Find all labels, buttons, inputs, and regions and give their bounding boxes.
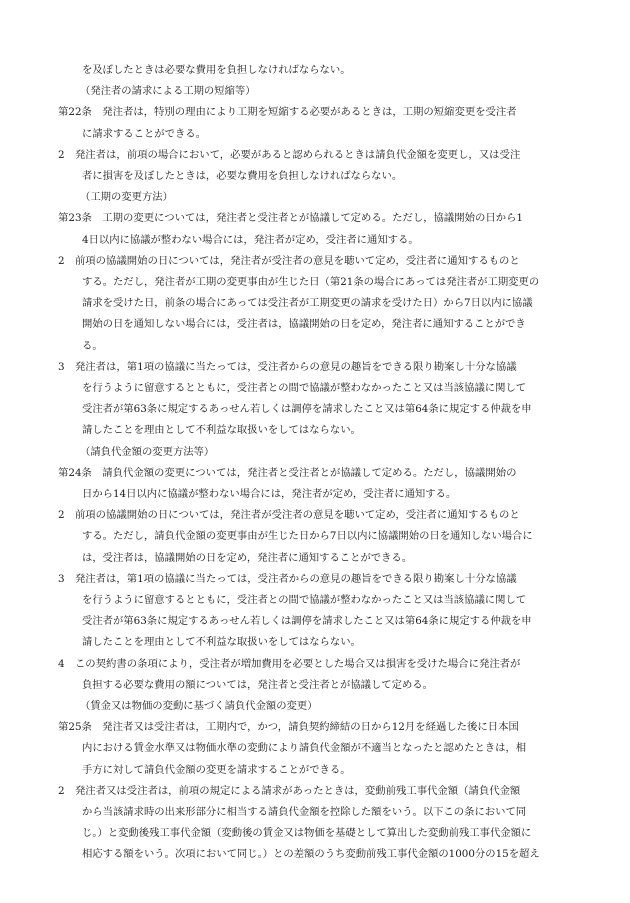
text-line: 第24条 請負代金額の変更については，発注者と受注者とが協議して定める。ただし，協議開始の bbox=[58, 466, 517, 479]
text-line: 手方に対して請負代金額の変更を請求することができる。 bbox=[82, 763, 351, 776]
text-line: 第23条 工期の変更については，発注者と受注者とが協議して定める。ただし，協議開始の日から1 bbox=[58, 212, 524, 225]
text-line: する。ただし，発注者が工期の変更事由が生じた日（第21条の場合にあっては発注者が工期変更の bbox=[82, 276, 540, 288]
text-line: を行うように留意するとともに，受注者との間で協議が整わなかったこと又は当該協議に関して bbox=[82, 382, 527, 394]
text-line: を行うように留意するとともに，受注者との間で協議が整わなかったこと又は当該協議に関して bbox=[82, 594, 527, 606]
text-line: 負担する必要な費用の額については，発注者と受注者とが協議して定める。 bbox=[82, 678, 433, 691]
text-line: る。 bbox=[82, 339, 103, 352]
text-line: は，受注者は，協議開始の日を定め，発注者に通知することができる。 bbox=[82, 551, 413, 564]
text-line: 請したことを理由として不利益な取扱いをしてはならない。 bbox=[82, 424, 361, 437]
text-line: 第25条 発注者又は受注者は，工期内で，かつ，請負契約締結の日から12月を経過した後に日本国 bbox=[58, 721, 519, 734]
text-line: （賃金又は物価の変動に基づく請負代金額の変更） bbox=[80, 700, 318, 712]
text-line: 者に損害を及ぼしたときは，必要な費用を負担しなければならない。 bbox=[82, 170, 403, 182]
text-line: 2 前項の協議開始の日については，発注者が受注者の意見を聴いて定め，受注者に通知するものと bbox=[58, 254, 520, 267]
text-line: 受注者が第63条に規定するあっせん若しくは調停を請求したこと又は第64条に規定する仲裁を申 bbox=[82, 615, 532, 628]
text-line: に請求することができる。 bbox=[82, 127, 206, 140]
text-line: を及ぼしたときは必要な費用を負担しなければならない。 bbox=[82, 64, 351, 76]
text-line: する。ただし，請負代金額の変更事由が生じた日から7日以内に協議開始の日を通知しない場合に bbox=[82, 530, 533, 543]
text-line: 3 発注者は，第1項の協議に当たっては，受注者からの意見の趣旨をできる限り勘案し十分な協議 bbox=[58, 360, 517, 373]
text-line: 4日以内に協議が整わない場合には，発注者が定め，受注者に通知する。 bbox=[82, 233, 419, 246]
text-line: 3 発注者は，第1項の協議に当たっては，受注者からの意見の趣旨をできる限り勘案し十分な協議 bbox=[58, 572, 517, 585]
text-line: 請したことを理由として不利益な取扱いをしてはならない。 bbox=[82, 636, 361, 649]
text-line: 4 この契約書の条項により，受注者が増加費用を必要とした場合又は損害を受けた場合に発注者が bbox=[58, 657, 521, 670]
text-line: 相応する額をいう。次項において同じ。）との差額のうち変動前残工事代金額の1000分の15を超え bbox=[82, 848, 540, 861]
text-line: 2 発注者は，前項の場合において，必要があると認められるときは請負代金額を変更し，又は受注 bbox=[58, 148, 521, 161]
text-line: 第22条 発注者は，特別の理由により工期を短縮する必要があるときは，工期の短縮変更を受注者 bbox=[58, 106, 517, 119]
text-line: （請負代金額の変更方法等） bbox=[80, 445, 215, 458]
text-line: 2 前項の協議開始の日については，発注者が受注者の意見を聴いて定め，受注者に通知するものと bbox=[58, 509, 520, 522]
text-line: 請求を受けた日，前条の場合にあっては受注者が工期変更の請求を受けた日）から7日以内に協議 bbox=[82, 297, 533, 310]
text-line: 2 発注者又は受注者は，前項の規定による請求があったときは，変動前残工事代金額（請負代金額 bbox=[58, 784, 521, 797]
text-line: 内における賃金水準又は物価水準の変動により請負代金額が不適当となったと認めたときは，相 bbox=[82, 742, 527, 755]
text-line: じ。）と変動後残工事代金額（変動後の賃金又は物価を基礎として算出した変動前残工事代金額に bbox=[82, 827, 532, 840]
text-line: 日から14日以内に協議が整わない場合には，発注者が定め，受注者に通知する。 bbox=[82, 488, 457, 500]
text-line: 開始の日を通知しない場合には，受注者は，協議開始の日を定め，発注者に通知することができ bbox=[82, 318, 526, 331]
text-line: （工期の変更方法） bbox=[80, 191, 173, 204]
text-line: 受注者が第63条に規定するあっせん若しくは調停を請求したこと又は第64条に規定する仲裁を申 bbox=[82, 403, 532, 416]
text-line: から当該請求時の出来形部分に相当する請負代金額を控除した額をいう。以下この条において同 bbox=[82, 806, 527, 818]
text-line: （発注者の請求による工期の短縮等） bbox=[80, 85, 256, 98]
